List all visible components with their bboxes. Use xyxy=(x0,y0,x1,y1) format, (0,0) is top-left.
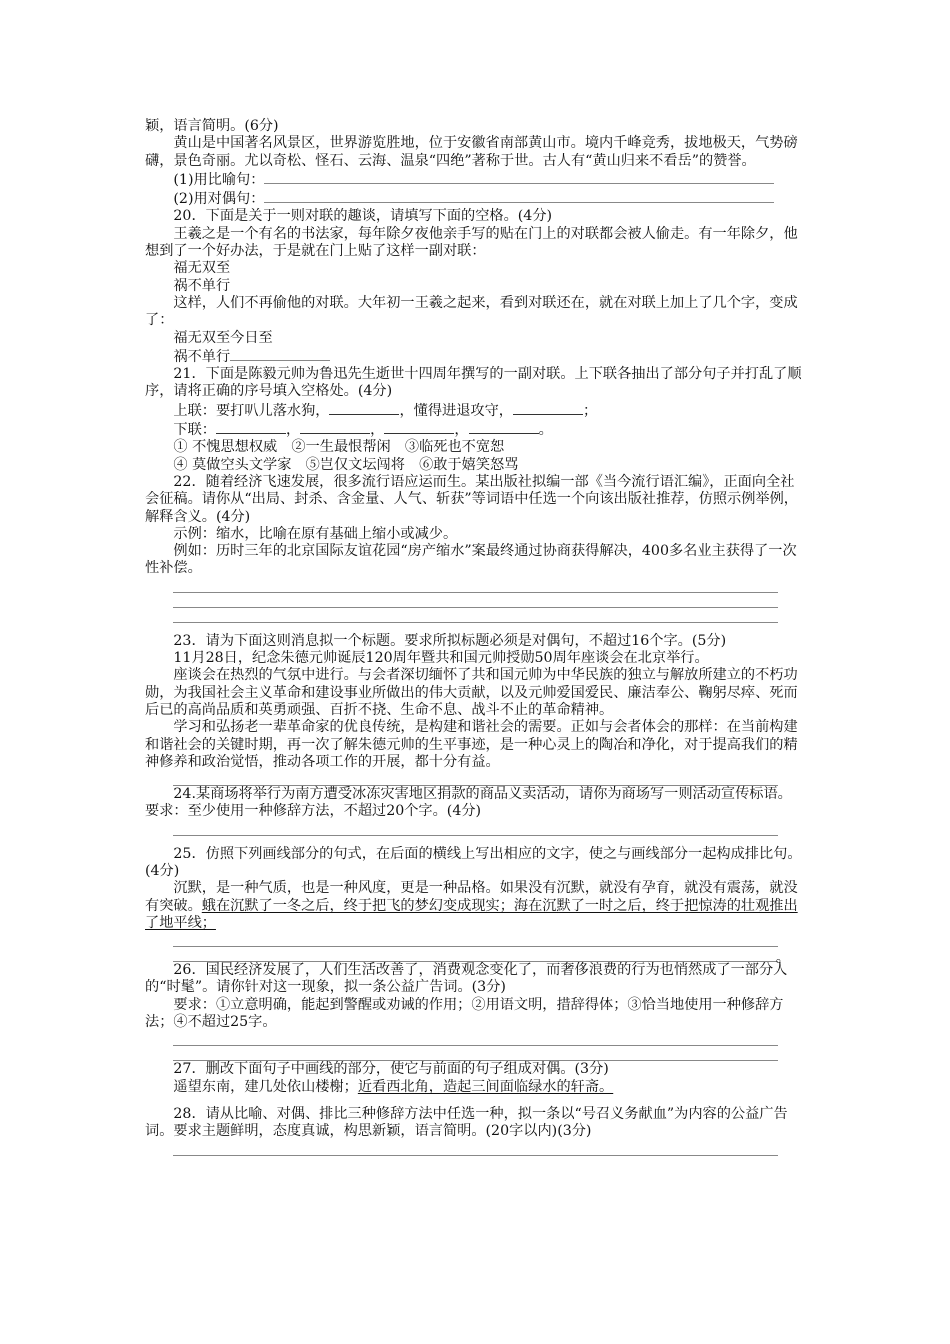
q27-stem: 27．删改下面句子中画线的部分，使它与前面的句子组成对偶。(3分) xyxy=(173,1061,609,1078)
q27-sentence: 遥望东南，建几处依山楼榭；近看西北角，造起三间面临绿水的轩斋。 xyxy=(173,1078,614,1095)
q21-options: ④ 莫做空头文学家 ⑤岂仅文坛闯将 ⑥敢于嬉笑怒骂 xyxy=(173,456,519,473)
intro-item-1: (1)用比喻句： xyxy=(145,170,805,189)
q24-stem: 24.某商场将举行为南方遭受冰冻灾害地区捐款的商品义卖活动，请你为商场写一则活动宣传标语。要求：至少使用一种修辞方法，不超过20个字。(4分) xyxy=(145,786,792,820)
answer-line[interactable] xyxy=(173,593,778,608)
answer-blank[interactable] xyxy=(216,420,286,434)
q20-couplet-line: 福无双至今日至 xyxy=(173,329,273,346)
answer-line[interactable] xyxy=(173,1031,778,1046)
answer-line[interactable] xyxy=(173,932,778,947)
intro-item-2: (2)用对偶句： xyxy=(145,189,805,208)
answer-line[interactable] xyxy=(173,1141,778,1156)
answer-line[interactable]: 。 xyxy=(173,947,778,962)
q23-paragraph: 学习和弘扬老一辈革命家的优良传统，是构建和谐社会的需要。正如与会者体会的那样：在当前构建和谐社会的关键时期，再一次了解朱德元帅的生平事迹，是一种心灵上的陶冶和净化，对于提高我们的精神修养和政治觉悟，推动各项工作的开展，都十分有益。 xyxy=(145,719,798,770)
q20-couplet-line: 祸不单行 xyxy=(145,347,805,366)
q20-stem: 20．下面是关于一则对联的趣谈，请填写下面的空格。(4分) xyxy=(173,208,553,225)
answer-blank[interactable] xyxy=(469,420,539,434)
answer-line[interactable] xyxy=(173,578,778,593)
q21-options: ① 不愧思想权威 ②一生最恨帮闲 ③临死也不宽恕 xyxy=(173,439,505,456)
q22-stem: 22．随着经济飞速发展，很多流行语应运而生。某出版社拟编一部《当今流行语汇编》，正面向全社会征稿。请你从“出局、封杀、含金量、人气、斩获”等词语中任选一个向该出版社推荐，仿照示例举例，解释含义。(4分) xyxy=(145,473,798,525)
q20-couplet-line: 祸不单行 xyxy=(173,277,231,294)
worksheet xyxy=(145,118,805,1156)
answer-line[interactable] xyxy=(173,608,778,623)
answer-line[interactable] xyxy=(264,189,774,203)
q21-upper: 上联：要打叭儿落水狗， ，懂得进退攻守， ； xyxy=(173,402,598,419)
intro-passage: 黄山是中国著名风景区，世界游览胜地，位于安徽省南部黄山市。境内千峰竞秀，拔地极天，气势磅礴，景色奇丽。尤以奇松、怪石、云海、温泉“四绝”著称于世。古人有“黄山归来不看岳”的赞誉。 xyxy=(145,135,798,169)
q26-requirements: 要求：①立意明确，能起到警醒或劝诫的作用；②用语文明，措辞得体；③恰当地使用一种修辞方法；④不超过25字。 xyxy=(145,996,784,1031)
q20-paragraph-1: 王羲之是一个有名的书法家，每年除夕夜他亲手写的贴在门上的对联都会被人偷走。有一年除夕，他想到了一个好办法，于是就在门上贴了这样一副对联： xyxy=(145,225,798,260)
q26-stem: 26．国民经济发展了，人们生活改善了，消费观念变化了，而奢侈浪费的行为也悄然成了一部分人的“时髦”。请你针对这一现象，拟一条公益广告词。(3分) xyxy=(145,962,788,996)
q22-example: 示例：缩水，比喻在原有基础上缩小或减少。 xyxy=(173,525,458,542)
q28-stem: 28．请从比喻、对偶、排比三种修辞方法中任选一种，拟一条以“号召义务献血”为内容的公益广告词。要求主题鲜明，态度真诚，构思新颖，语言简明。(20字以内)(3分) xyxy=(145,1105,788,1140)
q25-stem: 25．仿照下列画线部分的句式，在后面的横线上写出相应的文字，使之与画线部分一起构成排比句。(4分) xyxy=(145,845,802,879)
intro-tail: 颖，语言简明。(6分) xyxy=(145,118,279,134)
answer-line[interactable] xyxy=(264,170,774,184)
q23-paragraph: 11月28日，纪念朱德元帅诞辰120周年暨共和国元帅授勋50周年座谈会在北京举行。 xyxy=(173,650,709,667)
answer-blank[interactable] xyxy=(384,420,454,434)
q23-stem: 23．请为下面这则消息拟一个标题。要求所拟标题必须是对偶句，不超过16个字。(5分) xyxy=(173,632,727,649)
answer-line[interactable] xyxy=(230,347,330,361)
q23-paragraph: 座谈会在热烈的气氛中进行。与会者深切缅怀了共和国元帅为中华民族的独立与解放所建立的不朽功勋，为我国社会主义革命和建设事业所做出的伟大贡献，以及元帅爱国爱民、廉洁奉公、鞠躬尽瘁、死而后已的高尚品质和英勇顽强、百折不挠、生命不息、战斗不止的革命精神。 xyxy=(145,667,798,718)
answer-blank[interactable] xyxy=(300,420,370,434)
answer-line[interactable] xyxy=(173,1046,778,1061)
answer-blank[interactable] xyxy=(513,401,583,415)
q22-example: 例如：历时三年的北京国际友谊花园“房产缩水”案最终通过协商获得解决，400多名业主获得了一次性补偿。 xyxy=(145,543,797,577)
q21-stem: 21．下面是陈毅元帅为鲁迅先生逝世十四周年撰写的一副对联。上下联各抽出了部分句子并打乱了顺序，请将正确的序号填入空格处。(4分) xyxy=(145,366,802,400)
q20-paragraph-2: 这样，人们不再偷他的对联。大年初一王羲之起来，看到对联还在，就在对联上加上了几个字，变成了： xyxy=(145,294,798,329)
q20-couplet-line: 福无双至 xyxy=(173,260,231,277)
answer-line[interactable] xyxy=(173,821,778,836)
answer-blank[interactable] xyxy=(329,401,399,415)
q25-passage: 沉默，是一种气质，也是一种风度，更是一种品格。如果没有沉默，就没有孕育，就没有震荡，就没有突破。蛾在沉默了一冬之后，终于把飞的梦幻变成现实；海在沉默了一时之后，终于把惊涛的壮观推出了地平线； xyxy=(145,880,798,931)
q21-lower: 下联： ， ， ， 。 xyxy=(173,422,553,439)
answer-line[interactable] xyxy=(173,771,778,786)
